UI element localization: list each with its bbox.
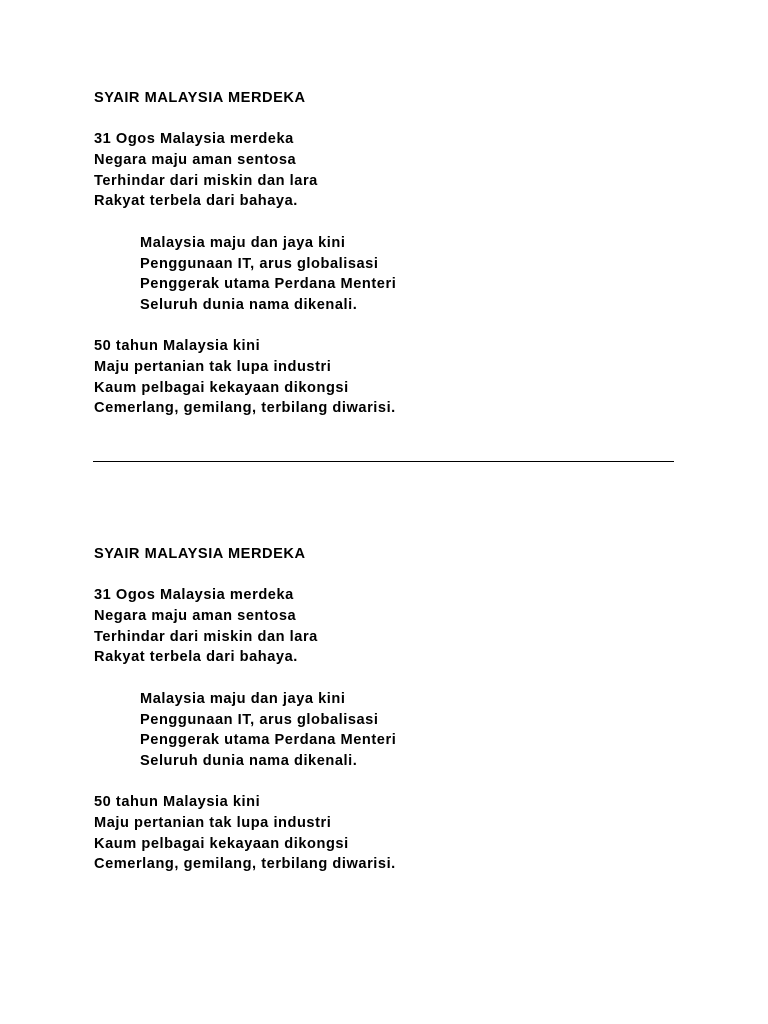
poem-line: Negara maju aman sentosa: [94, 152, 297, 169]
poem-line: 31 Ogos Malaysia merdeka: [94, 131, 294, 148]
poem-line: Malaysia maju dan jaya kini: [140, 690, 346, 707]
poem-line: Kaum pelbagai kekayaan dikongsi: [94, 379, 349, 396]
poem-line: Seluruh dunia nama dikenali.: [140, 296, 358, 313]
poem-line: Rakyat terbela dari bahaya.: [94, 649, 298, 666]
poem-line: Terhindar dari miskin dan lara: [94, 628, 318, 645]
poem-line: Penggunaan IT, arus globalisasi: [140, 711, 379, 728]
poem-line: 50 tahun Malaysia kini: [94, 338, 261, 355]
poem-line: Cemerlang, gemilang, terbilang diwarisi.: [94, 856, 396, 873]
poem-line: Maju pertanian tak lupa industri: [94, 814, 332, 831]
poem-block-2: [94, 544, 694, 896]
poem-title: SYAIR MALAYSIA MERDEKA: [94, 546, 306, 562]
poem-line: Terhindar dari miskin dan lara: [94, 172, 318, 189]
poem-line: Cemerlang, gemilang, terbilang diwarisi.: [94, 400, 396, 417]
poem-line: Maju pertanian tak lupa industri: [94, 358, 332, 375]
stanza-1: [94, 129, 694, 212]
stanza-1: [94, 585, 694, 668]
poem-line: 31 Ogos Malaysia merdeka: [94, 587, 294, 604]
poem-line: Penggunaan IT, arus globalisasi: [140, 255, 379, 272]
poem-line: Penggerak utama Perdana Menteri: [140, 276, 397, 293]
poem-line: Rakyat terbela dari bahaya.: [94, 193, 298, 210]
poem-line: Malaysia maju dan jaya kini: [140, 234, 346, 251]
horizontal-divider: [93, 461, 674, 462]
poem-line: Penggerak utama Perdana Menteri: [140, 732, 397, 749]
poem-block-1: [94, 88, 694, 440]
stanza-3: [94, 336, 694, 419]
poem-line: 50 tahun Malaysia kini: [94, 794, 261, 811]
stanza-2: [94, 689, 694, 772]
poem-line: Kaum pelbagai kekayaan dikongsi: [94, 835, 349, 852]
stanza-3: [94, 792, 694, 875]
poem-line: Negara maju aman sentosa: [94, 608, 297, 625]
poem-line: Seluruh dunia nama dikenali.: [140, 752, 358, 769]
poem-title: SYAIR MALAYSIA MERDEKA: [94, 90, 306, 106]
stanza-2: [94, 233, 694, 316]
